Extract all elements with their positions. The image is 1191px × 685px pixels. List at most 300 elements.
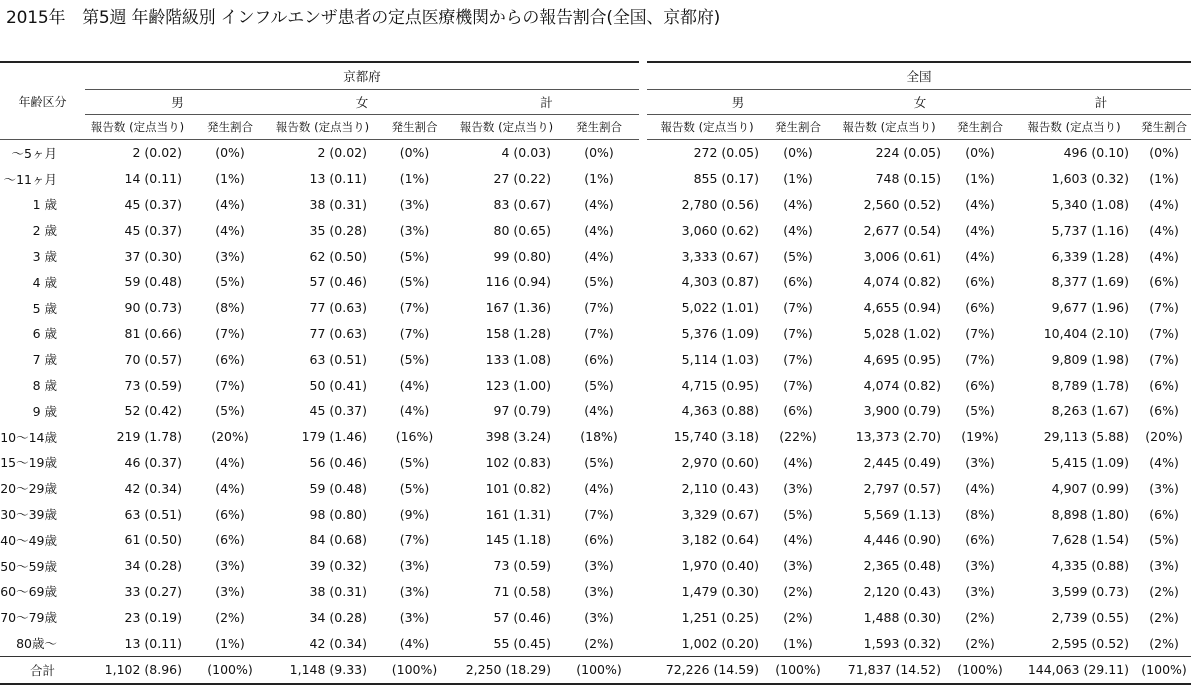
age-class-cell: 30～39歳 [0, 507, 57, 523]
kyoto-total-rate: (5%) [584, 274, 614, 290]
national-female-count: 224 (0.05) [875, 145, 942, 161]
kyoto-female-rate: (3%) [399, 583, 430, 599]
report-count-header: 報告数 (定点当り) [829, 115, 949, 140]
national-male-rate: (5%) [783, 248, 813, 264]
kyoto-total-rate: (7%) [584, 300, 614, 316]
age-class-cell: 80歳～ [16, 636, 57, 652]
age-class-cell: 20～29歳 [0, 481, 57, 497]
kyoto-male-count: 37 (0.30) [124, 248, 182, 264]
kyoto-male-rate: (4%) [215, 196, 245, 212]
kyoto-female-count: 57 (0.46) [309, 274, 367, 290]
kyoto-female-count: 38 (0.31) [309, 583, 367, 599]
kyoto-total-count: 83 (0.67) [493, 196, 551, 212]
national-total-rate: (4%) [1149, 248, 1179, 264]
kyoto-male-count: 2 (0.02) [132, 145, 182, 161]
national-male-rate: (100%) [767, 656, 829, 683]
kyoto-female-rate: (16%) [395, 429, 434, 445]
national-female-rate: (7%) [965, 325, 995, 341]
kyoto-male-rate: (3%) [215, 583, 245, 599]
table-row [0, 450, 1191, 476]
national-male-count: 4,715 (0.95) [681, 377, 760, 393]
national-male-rate: (7%) [783, 351, 813, 367]
national-female-rate: (2%) [965, 635, 995, 651]
kyoto-male-rate: (6%) [215, 532, 245, 548]
table-row [0, 553, 1191, 579]
age-class-cell: 10～14歳 [0, 429, 57, 445]
kyoto-male-rate: (5%) [215, 403, 245, 419]
kyoto-male-rate: (3%) [215, 558, 245, 574]
kyoto-male-rate: (2%) [215, 609, 245, 625]
kyoto-female-rate: (5%) [399, 248, 430, 264]
national-total-rate: (5%) [1149, 532, 1179, 548]
kyoto-total-count: 102 (0.83) [485, 454, 551, 470]
national-male-count: 855 (0.17) [693, 171, 760, 187]
national-female-count: 1,593 (0.32) [863, 635, 942, 651]
table-row [0, 166, 1191, 192]
rate-header: 発生割合 [1137, 115, 1191, 140]
kyoto-female-count: 42 (0.34) [309, 635, 367, 651]
kyoto-male-count: 81 (0.66) [124, 325, 182, 341]
report-count-header: 報告数 (定点当り) [454, 115, 559, 140]
age-class-header: 年齢区分 [0, 62, 85, 140]
kyoto-male-count: 59 (0.48) [124, 274, 182, 290]
kyoto-male-count: 33 (0.27) [124, 583, 182, 599]
kyoto-total-count: 71 (0.58) [493, 583, 551, 599]
kyoto-male-count: 13 (0.11) [124, 635, 182, 651]
kyoto-total-rate: (1%) [584, 171, 614, 187]
national-total-rate: (7%) [1149, 325, 1179, 341]
national-female-count: 4,074 (0.82) [863, 377, 942, 393]
national-total-count: 4,335 (0.88) [1051, 558, 1130, 574]
kyoto-male-count: 52 (0.42) [124, 403, 182, 419]
national-male-rate: (2%) [783, 609, 813, 625]
kyoto-female-rate: (7%) [399, 532, 430, 548]
kyoto-male-rate: (3%) [215, 248, 245, 264]
national-male-count: 4,303 (0.87) [681, 274, 760, 290]
table-row [0, 527, 1191, 553]
kyoto-female-rate: (3%) [399, 558, 430, 574]
national-total-count: 5,340 (1.08) [1051, 196, 1130, 212]
national-male-count: 3,333 (0.67) [681, 248, 760, 264]
kyoto-male-rate: (5%) [215, 274, 245, 290]
kyoto-female-count: 84 (0.68) [309, 532, 367, 548]
national-female-count: 2,365 (0.48) [863, 558, 942, 574]
national-male-rate: (4%) [783, 454, 813, 470]
kyoto-female-count: 56 (0.46) [309, 454, 367, 470]
table-row [0, 217, 1191, 243]
influenza-report-table [0, 61, 1191, 685]
report-count-header: 報告数 (定点当り) [1011, 115, 1137, 140]
national-male-count: 2,780 (0.56) [681, 196, 760, 212]
age-class-cell: 8 歳 [32, 378, 57, 394]
national-male-count: 5,114 (1.03) [681, 351, 760, 367]
rate-header: 発生割合 [375, 115, 454, 140]
national-male-count: 5,376 (1.09) [681, 325, 760, 341]
kyoto-male-count: 219 (1.78) [116, 429, 182, 445]
kyoto-male-header: 男 [85, 90, 270, 115]
kyoto-total-rate: (3%) [584, 583, 614, 599]
age-class-cell: ～5ヶ月 [11, 145, 57, 161]
kyoto-total-header: 計 [454, 90, 639, 115]
rate-header: 発生割合 [559, 115, 639, 140]
national-male-count: 1,970 (0.40) [681, 558, 760, 574]
national-total-rate: (7%) [1149, 351, 1179, 367]
age-class-cell: 4 歳 [32, 274, 57, 290]
national-total-rate: (100%) [1137, 656, 1191, 683]
national-total-rate: (1%) [1149, 171, 1179, 187]
national-total-count: 144,063 (29.11) [1011, 656, 1137, 683]
kyoto-total-count: 116 (0.94) [485, 274, 551, 290]
kyoto-female-count: 13 (0.11) [309, 171, 367, 187]
kyoto-male-rate: (0%) [215, 145, 245, 161]
national-total-count: 2,595 (0.52) [1051, 635, 1130, 651]
national-total-count: 1,603 (0.32) [1051, 171, 1130, 187]
national-total-rate: (3%) [1149, 558, 1179, 574]
kyoto-total-rate: (6%) [584, 532, 614, 548]
national-female-count: 2,797 (0.57) [863, 480, 942, 496]
national-total-count: 496 (0.10) [1063, 145, 1130, 161]
kyoto-total-count: 80 (0.65) [493, 222, 551, 238]
kyoto-female-count: 62 (0.50) [309, 248, 367, 264]
kyoto-total-count: 99 (0.80) [493, 248, 551, 264]
table-row [0, 372, 1191, 398]
kyoto-total-rate: (2%) [584, 635, 614, 651]
kyoto-total-rate: (4%) [584, 480, 614, 496]
national-female-rate: (4%) [965, 222, 995, 238]
table-row [0, 321, 1191, 347]
national-total-rate: (6%) [1149, 274, 1179, 290]
kyoto-total-rate: (7%) [584, 506, 614, 522]
national-female-count: 4,446 (0.90) [863, 532, 942, 548]
national-female-count: 4,074 (0.82) [863, 274, 942, 290]
kyoto-total-count: 27 (0.22) [493, 171, 551, 187]
national-total-count: 8,263 (1.67) [1051, 403, 1130, 419]
table-row [0, 398, 1191, 424]
national-female-rate: (19%) [961, 429, 999, 445]
kyoto-male-rate: (4%) [215, 454, 245, 470]
report-count-header: 報告数 (定点当り) [270, 115, 375, 140]
kyoto-female-count: 179 (1.46) [301, 429, 367, 445]
kyoto-male-rate: (1%) [215, 171, 245, 187]
national-total-rate: (4%) [1149, 222, 1179, 238]
kyoto-female-count: 34 (0.28) [309, 609, 367, 625]
kyoto-total-rate: (4%) [584, 222, 614, 238]
national-female-count: 2,120 (0.43) [863, 583, 942, 599]
age-class-cell: 3 歳 [32, 249, 57, 265]
national-female-count: 5,028 (1.02) [863, 325, 942, 341]
national-total-count: 8,898 (1.80) [1051, 506, 1130, 522]
kyoto-total-count: 73 (0.59) [493, 558, 551, 574]
national-female-rate: (6%) [965, 377, 995, 393]
national-male-count: 1,479 (0.30) [681, 583, 760, 599]
kyoto-female-rate: (3%) [399, 196, 430, 212]
kyoto-female-rate: (1%) [399, 171, 430, 187]
kyoto-female-count: 77 (0.63) [309, 325, 367, 341]
national-male-rate: (3%) [783, 480, 813, 496]
kyoto-female-rate: (100%) [375, 656, 454, 683]
kyoto-male-count: 46 (0.37) [124, 454, 182, 470]
kyoto-male-rate: (7%) [215, 377, 245, 393]
national-male-rate: (4%) [783, 532, 813, 548]
kyoto-female-rate: (9%) [399, 506, 430, 522]
table-row [0, 475, 1191, 501]
national-female-count: 2,677 (0.54) [863, 222, 942, 238]
national-female-count: 71,837 (14.52) [829, 656, 949, 683]
national-header: 全国 [647, 62, 1191, 90]
national-male-rate: (22%) [779, 429, 817, 445]
national-female-rate: (6%) [965, 274, 995, 290]
table-row [0, 346, 1191, 372]
national-female-rate: (3%) [965, 454, 995, 470]
table-row [0, 630, 1191, 656]
kyoto-female-count: 59 (0.48) [309, 480, 367, 496]
kyoto-female-rate: (5%) [399, 351, 430, 367]
kyoto-total-rate: (6%) [584, 351, 614, 367]
national-female-count: 748 (0.15) [875, 171, 942, 187]
national-female-header: 女 [829, 90, 1011, 115]
report-count-header: 報告数 (定点当り) [647, 115, 767, 140]
national-total-rate: (6%) [1149, 403, 1179, 419]
kyoto-female-header: 女 [270, 90, 454, 115]
table-row [0, 140, 1191, 166]
national-total-count: 9,677 (1.96) [1051, 300, 1130, 316]
kyoto-total-count: 167 (1.36) [485, 300, 551, 316]
age-class-cell: 1 歳 [32, 197, 57, 213]
national-total-count: 7,628 (1.54) [1051, 532, 1130, 548]
national-female-rate: (1%) [965, 171, 995, 187]
kyoto-total-rate: (7%) [584, 325, 614, 341]
report-count-header: 報告数 (定点当り) [85, 115, 190, 140]
national-male-count: 1,002 (0.20) [681, 635, 760, 651]
kyoto-male-count: 23 (0.19) [124, 609, 182, 625]
national-female-rate: (6%) [965, 300, 995, 316]
kyoto-female-rate: (4%) [399, 635, 430, 651]
national-total-count: 2,739 (0.55) [1051, 609, 1130, 625]
national-male-count: 2,970 (0.60) [681, 454, 760, 470]
national-female-count: 2,445 (0.49) [863, 454, 942, 470]
kyoto-male-count: 14 (0.11) [124, 171, 182, 187]
kyoto-male-rate: (6%) [215, 506, 245, 522]
national-total-rate: (4%) [1149, 196, 1179, 212]
kyoto-female-rate: (5%) [399, 454, 430, 470]
kyoto-male-rate: (4%) [215, 222, 245, 238]
kyoto-total-count: 145 (1.18) [485, 532, 551, 548]
national-male-rate: (1%) [783, 635, 813, 651]
national-female-count: 3,900 (0.79) [863, 403, 942, 419]
age-class-cell: 60～69歳 [0, 584, 57, 600]
national-male-count: 272 (0.05) [693, 145, 760, 161]
kyoto-male-count: 63 (0.51) [124, 506, 182, 522]
national-female-rate: (0%) [965, 145, 995, 161]
national-female-rate: (4%) [965, 480, 995, 496]
kyoto-female-count: 2 (0.02) [317, 145, 367, 161]
national-female-rate: (7%) [965, 351, 995, 367]
national-female-rate: (4%) [965, 248, 995, 264]
national-female-count: 1,488 (0.30) [863, 609, 942, 625]
kyoto-total-count: 398 (3.24) [485, 429, 551, 445]
kyoto-total-count: 4 (0.03) [501, 145, 551, 161]
table-row [0, 604, 1191, 630]
national-male-rate: (0%) [783, 145, 813, 161]
kyoto-female-count: 39 (0.32) [309, 558, 367, 574]
national-male-rate: (4%) [783, 196, 813, 212]
age-class-cell: 6 歳 [32, 326, 57, 342]
kyoto-female-count: 63 (0.51) [309, 351, 367, 367]
national-male-rate: (4%) [783, 222, 813, 238]
national-total-rate: (4%) [1149, 454, 1179, 470]
kyoto-total-rate: (18%) [580, 429, 618, 445]
national-total-rate: (2%) [1149, 583, 1179, 599]
table-row [0, 501, 1191, 527]
kyoto-total-rate: (4%) [584, 248, 614, 264]
kyoto-total-rate: (4%) [584, 403, 614, 419]
age-class-cell: ～11ヶ月 [3, 171, 57, 187]
age-class-cell: 7 歳 [32, 352, 57, 368]
table-row [0, 243, 1191, 269]
kyoto-female-count: 1,148 (9.33) [270, 656, 375, 683]
age-class-cell: 2 歳 [32, 223, 57, 239]
table-row [0, 579, 1191, 605]
kyoto-total-count: 97 (0.79) [493, 403, 551, 419]
national-male-rate: (7%) [783, 325, 813, 341]
kyoto-total-rate: (100%) [559, 656, 639, 683]
national-female-count: 4,655 (0.94) [863, 300, 942, 316]
national-male-rate: (2%) [783, 583, 813, 599]
national-female-rate: (3%) [965, 558, 995, 574]
national-total-rate: (2%) [1149, 635, 1179, 651]
national-female-count: 4,695 (0.95) [863, 351, 942, 367]
national-female-rate: (8%) [965, 506, 995, 522]
age-class-cell: 15～19歳 [0, 455, 57, 471]
national-male-count: 4,363 (0.88) [681, 403, 760, 419]
kyoto-total-rate: (0%) [584, 145, 614, 161]
age-class-cell: 9 歳 [32, 403, 57, 419]
rate-header: 発生割合 [190, 115, 270, 140]
kyoto-male-count: 45 (0.37) [124, 196, 182, 212]
national-female-count: 3,006 (0.61) [863, 248, 942, 264]
national-male-count: 15,740 (3.18) [673, 429, 760, 445]
table-row [0, 192, 1191, 218]
kyoto-female-rate: (5%) [399, 274, 430, 290]
national-male-count: 3,060 (0.62) [681, 222, 760, 238]
kyoto-female-count: 35 (0.28) [309, 222, 367, 238]
national-total-rate: (0%) [1149, 145, 1179, 161]
kyoto-total-count: 161 (1.31) [485, 506, 551, 522]
kyoto-male-count: 61 (0.50) [124, 532, 182, 548]
kyoto-total-rate: (4%) [584, 196, 614, 212]
national-male-count: 5,022 (1.01) [681, 300, 760, 316]
kyoto-total-rate: (5%) [584, 377, 614, 393]
national-total-count: 4,907 (0.99) [1051, 480, 1130, 496]
kyoto-female-rate: (3%) [399, 609, 430, 625]
kyoto-female-rate: (3%) [399, 222, 430, 238]
rate-header: 発生割合 [767, 115, 829, 140]
kyoto-female-count: 77 (0.63) [309, 300, 367, 316]
national-total-rate: (7%) [1149, 300, 1179, 316]
age-class-cell: 40～49歳 [0, 532, 57, 548]
kyoto-female-rate: (7%) [399, 325, 430, 341]
age-class-cell: 50～59歳 [0, 558, 57, 574]
kyoto-male-rate: (8%) [215, 300, 245, 316]
kyoto-male-count: 45 (0.37) [124, 222, 182, 238]
national-male-count: 72,226 (14.59) [647, 656, 767, 683]
national-male-count: 3,329 (0.67) [681, 506, 760, 522]
national-female-count: 2,560 (0.52) [863, 196, 942, 212]
national-male-rate: (6%) [783, 403, 813, 419]
national-female-rate: (4%) [965, 196, 995, 212]
kyoto-female-rate: (4%) [399, 403, 430, 419]
kyoto-total-count: 55 (0.45) [493, 635, 551, 651]
national-male-rate: (7%) [783, 377, 813, 393]
kyoto-total-rate: (5%) [584, 454, 614, 470]
national-male-count: 2,110 (0.43) [681, 480, 760, 496]
national-total-rate: (3%) [1149, 480, 1179, 496]
kyoto-total-count: 133 (1.08) [485, 351, 551, 367]
kyoto-female-rate: (5%) [399, 480, 430, 496]
national-total-count: 3,599 (0.73) [1051, 583, 1130, 599]
kyoto-female-count: 98 (0.80) [309, 506, 367, 522]
kyoto-male-rate: (4%) [215, 480, 245, 496]
kyoto-male-rate: (6%) [215, 351, 245, 367]
kyoto-male-count: 42 (0.34) [124, 480, 182, 496]
national-male-rate: (7%) [783, 300, 813, 316]
national-total-rate: (6%) [1149, 506, 1179, 522]
kyoto-total-count: 123 (1.00) [485, 377, 551, 393]
kyoto-male-count: 90 (0.73) [124, 300, 182, 316]
table-row [0, 424, 1191, 450]
national-female-rate: (100%) [949, 656, 1011, 683]
kyoto-male-rate: (20%) [211, 429, 249, 445]
kyoto-female-rate: (4%) [399, 377, 430, 393]
age-class-cell: 合計 [0, 656, 85, 683]
national-male-rate: (3%) [783, 558, 813, 574]
kyoto-male-count: 70 (0.57) [124, 351, 182, 367]
national-total-count: 6,339 (1.28) [1051, 248, 1130, 264]
rate-header: 発生割合 [949, 115, 1011, 140]
national-female-rate: (3%) [965, 583, 995, 599]
national-total-count: 5,737 (1.16) [1051, 222, 1130, 238]
national-male-header: 男 [647, 90, 829, 115]
national-female-rate: (2%) [965, 609, 995, 625]
total-row [0, 656, 1191, 683]
kyoto-total-count: 101 (0.82) [485, 480, 551, 496]
national-male-rate: (6%) [783, 274, 813, 290]
table-row [0, 269, 1191, 295]
national-total-header: 計 [1011, 90, 1191, 115]
national-total-rate: (20%) [1145, 429, 1183, 445]
table-body [0, 140, 1191, 684]
national-female-count: 13,373 (2.70) [855, 429, 942, 445]
kyoto-total-count: 57 (0.46) [493, 609, 551, 625]
kyoto-male-rate: (100%) [190, 656, 270, 683]
national-male-rate: (1%) [783, 171, 813, 187]
national-total-count: 8,789 (1.78) [1051, 377, 1130, 393]
national-total-count: 9,809 (1.98) [1051, 351, 1130, 367]
national-female-count: 5,569 (1.13) [863, 506, 942, 522]
kyoto-female-rate: (7%) [399, 300, 430, 316]
national-male-rate: (5%) [783, 506, 813, 522]
national-male-count: 3,182 (0.64) [681, 532, 760, 548]
kyoto-male-count: 1,102 (8.96) [85, 656, 190, 683]
page-title: 2015年 第5週 年齢階級別 インフルエンザ患者の定点医療機関からの報告割合(全国、京都府) [6, 8, 721, 28]
kyoto-female-count: 38 (0.31) [309, 196, 367, 212]
kyoto-total-rate: (3%) [584, 609, 614, 625]
national-female-rate: (5%) [965, 403, 995, 419]
kyoto-female-count: 45 (0.37) [309, 403, 367, 419]
kyoto-male-count: 34 (0.28) [124, 558, 182, 574]
kyoto-male-rate: (7%) [215, 325, 245, 341]
age-class-cell: 5 歳 [32, 300, 57, 316]
